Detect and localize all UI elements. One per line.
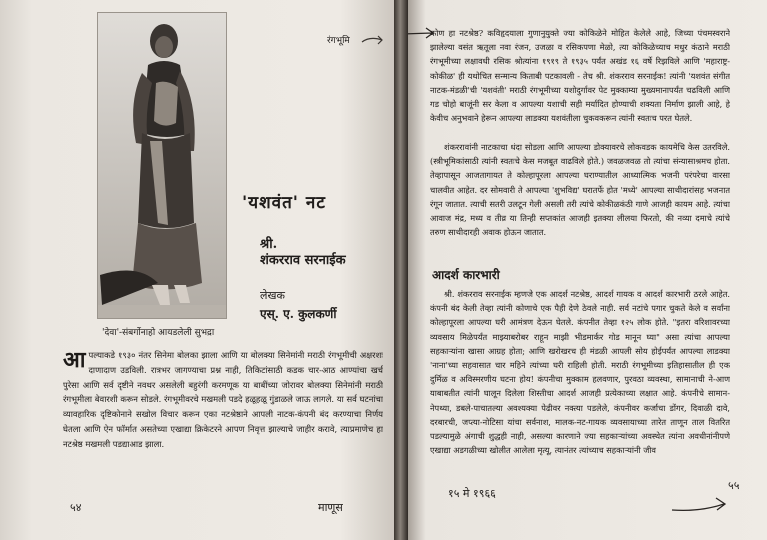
- drop-cap: आ: [63, 348, 86, 373]
- photo-caption: 'देवा'-संबर्गोनाहो आयडलेली सुभद्रा: [102, 328, 215, 338]
- left-body-paragraph: [63, 348, 383, 452]
- subject-prefix: श्री.: [260, 237, 278, 252]
- right-paragraph-3: श्री. शंकरराव सरनाईक म्हणजे एक आदर्श नटश्रेष्ठ, आदर्श गायक व आदर्श कारभारी ठरले आहेत. कंपनी बंद केली तेव्हा त्यांनी कोणाचे एक पैही देणे ठेवले नाही. सर्व नटांचे पगार चुकते केले व सर्वांना कोल्हापूरला आपल्या घरी आमंत्रण देऊन घेतले. कंपनीत तेव्हा १२५ लोक होते. "इतरा वरिशावरच्या व्यवसाय मिळेपर्यंत माझ्याबरोबर राहून माझी भीडमार्कर गोड मानून घ्या" असा त्यांचा आपल्या सहकाऱ्यांना खासा आग्रह होता; आणि खरोखरच ही मंडळी आपली सोय होईपर्यंत आपल्या लाडक्या 'नाना'च्या सहवासात चार महिने त्यांच्या घरी राहिली होती. मराठी रंगभूमीच्या इतिहासातील ही एक दुर्मिळ व अविस्मरणीय घटना होय! कंपनीचा मुक्काम हलवणार, पुरवठा व्यवस्था, सामानाची ने-आण याबाबतीत त्यांनी घालून दिलेला शिस्तीचा आदर्श आजही प्रत्येकाच्या लक्षात आहे. कंपनीचे सामान-नेपथ्या, डबले-पाचातल्या अवश्यक्या पेढीवर नक्त्या पडलेले, कंपनीवर कर्जाचा डोंगर, दिवाळी दावे, दरबारची, जप्त्या-नोटिसा यांचा सर्वनाश, मालक-नट-गायक व्यवसायाच्या तारेत ताणून ताल वितरित पडल्यामुळे अंगाची शुद्धही नाही, असल्या कारणाने ज्या सहकाऱ्यांच्या अवस्थेत त्यांना अवधीनांनीपणे एखाद्या अडगळीच्या खोलीत आलेला मृत्यू, त्यानंतर त्यांच्याच सहकाऱ्यांनी जीव: [430, 289, 730, 456]
- left-body-text: पल्याकडे १९३० नंतर सिनेमा बोलका झाला आणि या बोलक्या सिनेमांनी मराठी रंगभूमीची अक्षरशः दाणादाण उडविली. रात्रभर जागण्याचा प्रश्न नाही, तिकिटांसाठी कडक चार-आठ आण्यांचा खर्च पुरेसा आणि सर्व दृष्टीने नवथर असलेली बहुरंगी करमणूक या बाबींच्या जोरावर बोलक्या सिनेमांनी मराठी रंगभूमीला बेवारशी करून सोडले. रंगभूमीवरचे मखमली पडदे हळूहळू गुंडाळले जाऊ लागले. या सर्व घटनांचा व्यावहारिक दृष्टिकोनाने सखोल विचार करून एका नटश्रेष्ठाने आपली नाटक-कंपनी बंद करण्याचा निर्णय घेतला आणि ऐन फॉर्मात असतेच्या एखाद्या क्रिकेटरने आपण निवृत्त झाल्याचे जाहीर करावे, त्याप्रमाणेच हा नटश्रेष्ठ मखमली पडद्याआड झाला.: [63, 350, 383, 449]
- hand-drawn-arrow-icon: [360, 32, 386, 48]
- page-number-right: ५५: [728, 479, 740, 492]
- author-name: एस्. ए. कुलकर्णी: [260, 307, 337, 321]
- right-paragraph-2: शंकररावांनी नाटकाचा धंदा सोडला आणि आपल्या डोक्यावरचे लोकवडक कायमेचि केस उतरविले. (स्त्रीभूमिकांसाठी त्यांनी स्वतःचे केस मजबूत वाढविले होते.) जवळजवळ तो त्यांचा संन्यासाश्रमच होता. तेव्हापासून आजतागायत ते कोल्हापूरला आपल्या घराण्यातील आध्यात्मिक भजनी परंपरेचा वारसा चालवीत आहेत. दर सोमवारी ते आपल्या 'शुभविद्य' घरातर्फे होत 'मध्ये' आपल्या साथीदारांसह भजनात रंगून जातात. त्याची सतरी उलटून गेली असली तरी त्यांचे कोकीळकंठी गाणे आजही कायम आहे. त्यांचा आवाज मंद्र, मध्य व तीव्र या तिन्ही सप्तकांत आजही इतक्या लीलया फिरतो, की नव्या दमाचे त्यांचे तरुण साथीदारही अवाक होऊन जातात.: [430, 142, 730, 238]
- woman-portrait-photo: [97, 12, 227, 319]
- section-tag: रंगभूमि: [327, 36, 350, 46]
- page-number-left: ५४: [70, 501, 82, 514]
- magazine-name: माणूस: [318, 501, 343, 514]
- portrait-illustration: [98, 13, 226, 318]
- hand-drawn-arrow-icon: [670, 492, 730, 518]
- author-label: लेखक: [260, 289, 285, 302]
- subject-name: शंकरराव सरनाईक: [260, 253, 346, 268]
- issue-date: १५ मे १९६६: [448, 487, 496, 500]
- article-title: 'यशवंत' नट: [242, 193, 326, 213]
- section-heading: आदर्श कारभारी: [432, 268, 500, 282]
- page-spine: [394, 0, 408, 540]
- right-paragraph-1: कोण हा नटश्रेष्ठ? कविहृदयाला गुणानुयुक्ते ज्या कोकिळेने मोहित केलेले आहे, जिच्या पंचमस्वराने झालेल्या वसंत ऋतूला नवा रंजन, उजळा व रसिकपणा मेळो, त्या कोकिळेच्याच मधुर कंठाने मराठी रंगभूमीच्या लक्षावधी रसिक श्रोत्यांना १९१९ ते १९३५ पर्यंत अखंड १६ वर्षे रिझविले आणि 'महाराष्ट्र-कोकीळ' ही यथोचित सन्मान्य किताबी पटकावली - तेच श्री. शंकरराव सरनाईक! त्यांनी 'यशवंत संगीत नाटक-मंडळी'ची 'यशवंती' मराठी रंगभूमीच्या यशोदुर्गावर पेट मुक्काम्या मुख्यमानापर्यंत चढविली आणि गड चोहो बाजूंनी सर केला व आपल्या यशाची सही मर्यादित होण्याची शक्यता निर्माण झाली आहे, हे केवीच अनुभवाने हेरून आपल्या लाडक्या यशवंतीला चुकवकरून त्यांनी स्वतःच परत घेतले.: [430, 28, 730, 124]
